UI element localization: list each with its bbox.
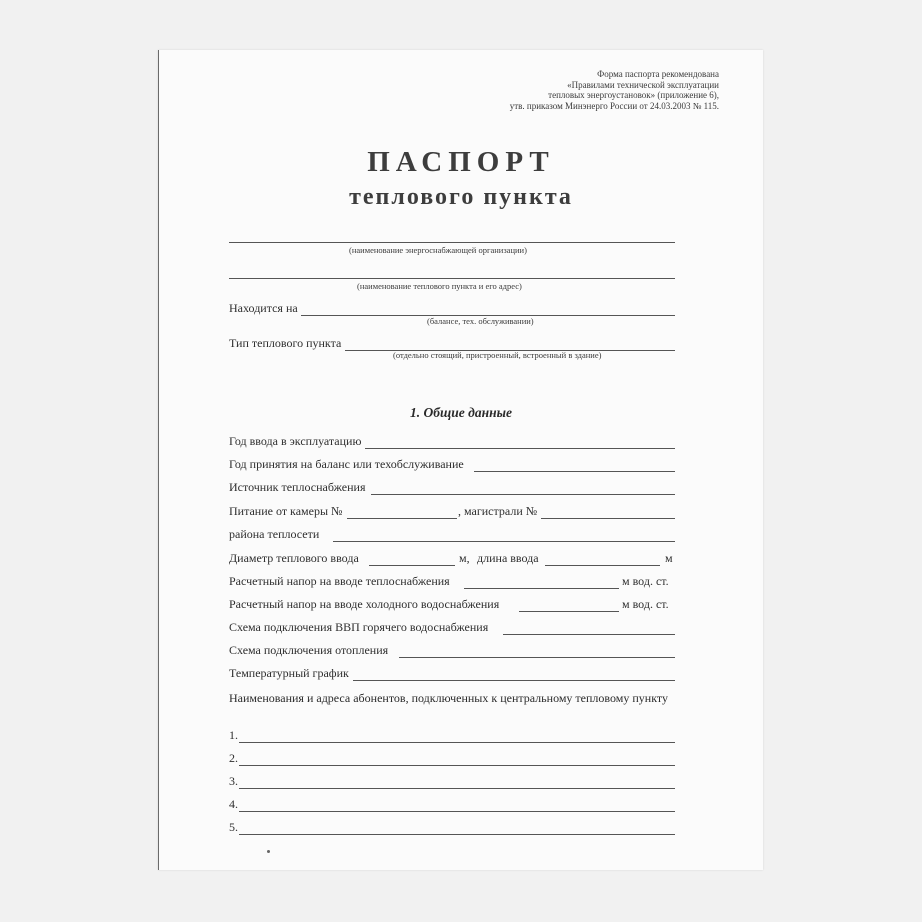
field-length-label: длина ввода bbox=[477, 551, 539, 565]
field-temp-schedule-label: Температурный график bbox=[229, 666, 349, 680]
field-pressure-heat-label: Расчетный напор на вводе теплоснабжения bbox=[229, 574, 450, 588]
field-mains-label: , магистрали № bbox=[458, 504, 538, 518]
list-item-line[interactable] bbox=[239, 811, 675, 812]
header-note-line: «Правилами технической эксплуатации bbox=[567, 79, 719, 90]
field-year-commission-label: Год ввода в эксплуатацию bbox=[229, 434, 362, 448]
header-note bbox=[510, 69, 719, 111]
field-pressure-heat-line[interactable] bbox=[464, 588, 619, 589]
field-hot-water-scheme-line[interactable] bbox=[503, 634, 675, 635]
point-name-caption: (наименование теплового пункта и его адрес) bbox=[357, 281, 522, 291]
field-length-unit: м bbox=[665, 551, 673, 565]
field-network-district-line[interactable] bbox=[333, 541, 675, 542]
field-heating-scheme-line[interactable] bbox=[399, 657, 675, 658]
list-item-number: 4. bbox=[229, 797, 238, 811]
document-subtitle: теплового пункта bbox=[349, 184, 573, 210]
list-item-number: 2. bbox=[229, 751, 238, 765]
list-item-line[interactable] bbox=[239, 742, 675, 743]
list-item-line[interactable] bbox=[239, 765, 675, 766]
section-title: 1. Общие данные bbox=[410, 405, 512, 420]
list-item-number: 5. bbox=[229, 820, 238, 834]
header-note-line: Форма паспорта рекомендована bbox=[597, 69, 719, 79]
field-heating-scheme-label: Схема подключения отопления bbox=[229, 643, 389, 657]
field-mains-line[interactable] bbox=[541, 518, 675, 519]
list-item-line[interactable] bbox=[239, 788, 675, 789]
field-temp-schedule-line[interactable] bbox=[353, 680, 675, 681]
header-note-line: утв. приказом Минэнерго России от 24.03.2003 № 115. bbox=[509, 100, 719, 111]
field-pressure-heat-unit: м вод. ст. bbox=[622, 574, 669, 588]
point-name-line[interactable] bbox=[229, 278, 675, 279]
field-pressure-cold-line[interactable] bbox=[519, 611, 619, 612]
field-year-balance-line[interactable] bbox=[474, 471, 675, 472]
field-diameter-label: Диаметр теплового ввода bbox=[229, 551, 359, 565]
document-title: ПАСПОРТ bbox=[367, 146, 555, 178]
field-supply-chamber-label: Питание от камеры № bbox=[229, 504, 343, 518]
field-diameter-line[interactable] bbox=[369, 565, 455, 566]
type-caption: (отдельно стоящий, пристроенный, встроенный в здание) bbox=[393, 350, 602, 360]
field-length-line[interactable] bbox=[545, 565, 660, 566]
org-name-line[interactable] bbox=[229, 242, 675, 243]
org-name-caption: (наименование энергоснабжающей организации) bbox=[349, 245, 527, 255]
type-label: Тип теплового пункта bbox=[229, 336, 342, 350]
field-supply-chamber-line[interactable] bbox=[347, 518, 457, 519]
passport-page bbox=[158, 50, 763, 870]
field-heat-source-label: Источник теплоснабжения bbox=[229, 480, 366, 494]
scan-speck bbox=[267, 850, 270, 853]
subscribers-paragraph: Наименования и адреса абонентов, подключенных к центральному тепловому пункту bbox=[229, 691, 668, 705]
list-item-line[interactable] bbox=[239, 834, 675, 835]
located-caption: (балансе, тех. обслуживании) bbox=[427, 316, 534, 326]
list-item-number: 1. bbox=[229, 728, 238, 742]
field-pressure-cold-label: Расчетный напор на вводе холодного водоснабжения bbox=[229, 597, 500, 611]
located-label: Находится на bbox=[229, 301, 298, 315]
field-hot-water-scheme-label: Схема подключения ВВП горячего водоснабжения bbox=[229, 620, 489, 634]
field-pressure-cold-unit: м вод. ст. bbox=[622, 597, 669, 611]
header-note-line: тепловых энергоустановок» (приложение 6), bbox=[548, 90, 719, 100]
field-year-balance-label: Год принятия на баланс или техобслуживание bbox=[229, 457, 464, 471]
field-heat-source-line[interactable] bbox=[371, 494, 675, 495]
field-diameter-unit: м, bbox=[459, 551, 470, 565]
field-year-commission-line[interactable] bbox=[365, 448, 675, 449]
field-network-district-label: района теплосети bbox=[229, 527, 320, 541]
list-item-number: 3. bbox=[229, 774, 238, 788]
